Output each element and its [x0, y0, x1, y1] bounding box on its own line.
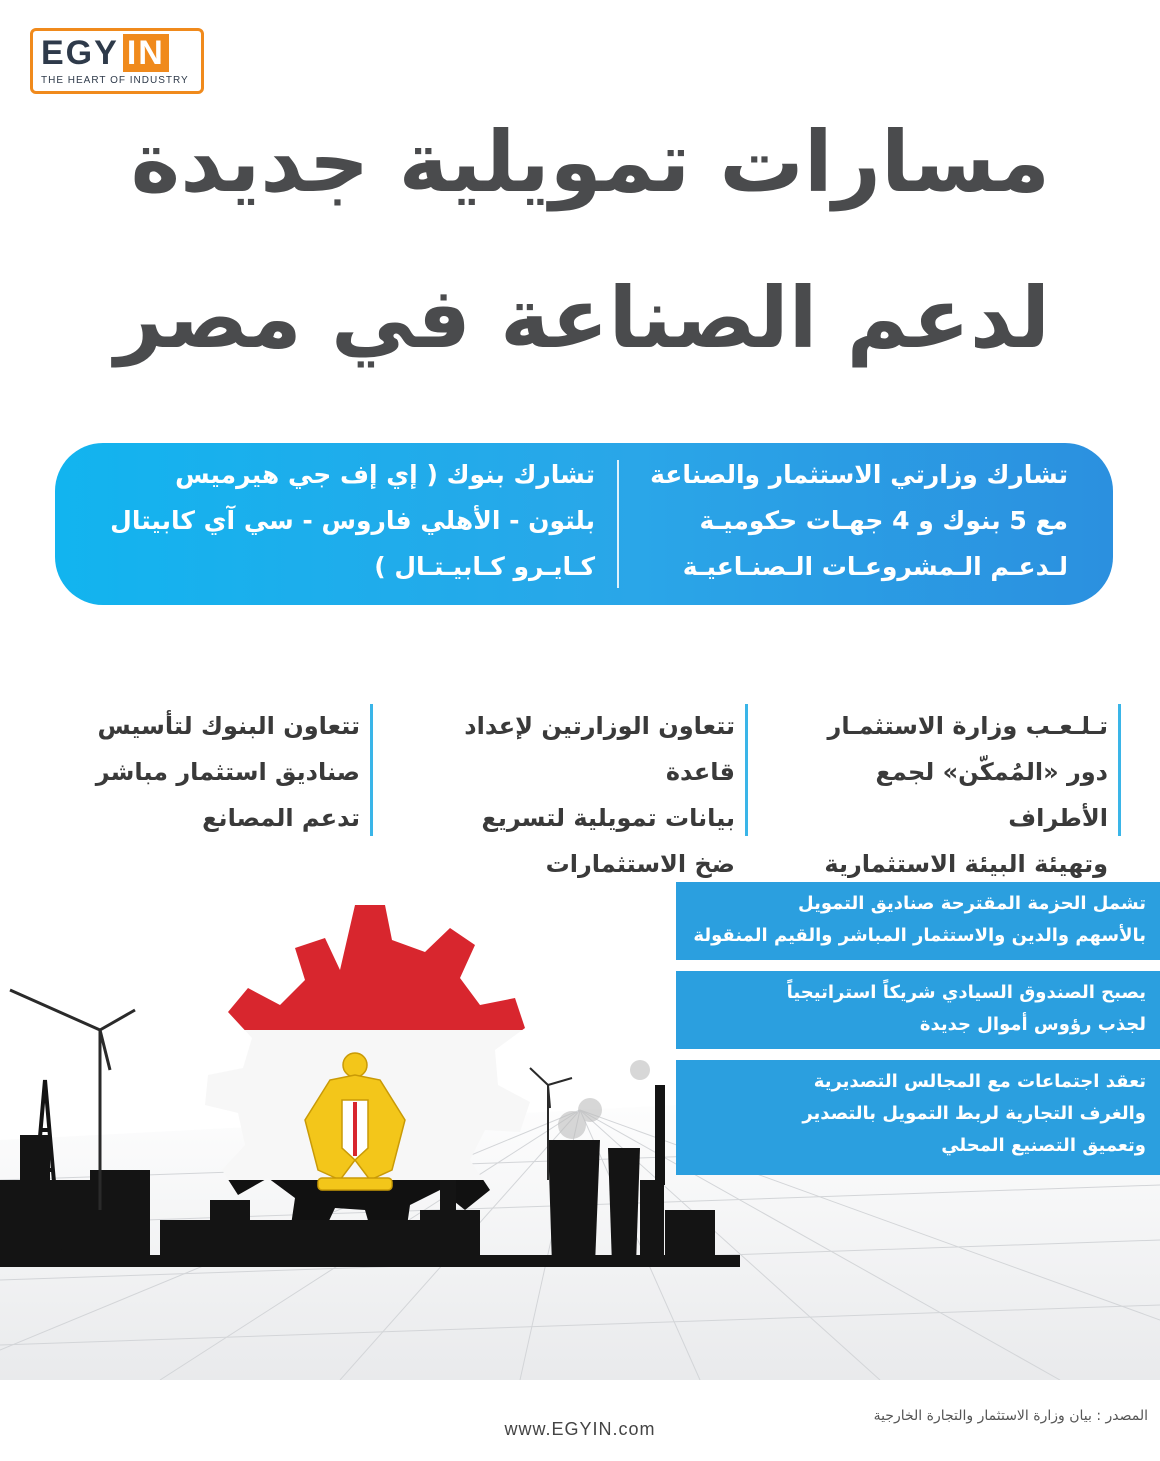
column-line: بيانات تمويلية لتسريع — [481, 804, 735, 832]
banner-left-line: تشارك بنوك ( إي إف جي هيرميس — [175, 460, 595, 489]
column-banks-funds — [40, 703, 360, 841]
banner-left-line: بلتون - الأهلي فاروس - سي آي كابيتال — [110, 506, 595, 535]
column-line: دور «المُمكّن» لجمع الأطراف — [875, 758, 1108, 832]
banner-right-line: تشارك وزارتي الاستثمار والصناعة — [650, 460, 1068, 489]
banner-left-line: كـايـرو كـابيـتـال ) — [374, 552, 595, 581]
page-title-line1: مسارات تمويلية جديدة — [130, 113, 1050, 211]
logo-in: IN — [123, 34, 169, 72]
column-accent-bar — [745, 704, 748, 836]
column-database — [395, 703, 735, 887]
info-box-funding-package — [676, 882, 1160, 960]
info-line: والغرف التجارية لربط التمويل بالتصدير — [802, 1103, 1146, 1124]
logo-wordmark — [41, 35, 169, 71]
page-title-line2: لدعم الصناعة في مصر — [114, 269, 1050, 367]
info-line: تعقد اجتماعات مع المجالس التصديرية — [813, 1071, 1146, 1092]
brand-logo — [30, 28, 204, 94]
column-accent-bar — [370, 704, 373, 836]
source-note: المصدر : بيان وزارة الاستثمار والتجارة الخارجية — [873, 1408, 1148, 1424]
column-accent-bar — [1118, 704, 1121, 836]
info-line: تشمل الحزمة المقترحة صناديق التمويل — [798, 893, 1146, 914]
column-ministry-role — [768, 703, 1108, 887]
website-link[interactable]: www.EGYIN.com — [504, 1419, 656, 1439]
info-line: بالأسهم والدين والاستثمار المباشر والقيم المنقولة — [693, 925, 1146, 946]
banner-right-line: مع 5 بنوك و 4 جهـات حكوميـة — [699, 506, 1068, 535]
info-line: يصبح الصندوق السيادي شريكاً استراتيجياً — [786, 982, 1146, 1003]
info-line: وتعميق التصنيع المحلي — [941, 1135, 1146, 1156]
column-line: ضخ الاستثمارات — [545, 850, 735, 878]
logo-tagline: THE HEART OF INDUSTRY — [41, 75, 189, 86]
banner-ministries-text — [628, 452, 1068, 590]
column-line: تدعم المصانع — [202, 804, 360, 832]
info-box-sovereign-fund — [676, 971, 1160, 1049]
banner-divider — [617, 460, 619, 588]
logo-egy: EGY — [41, 34, 119, 72]
column-line: تتعاون الوزارتين لإعداد قاعدة — [464, 712, 735, 786]
info-box-export-councils — [676, 1060, 1160, 1175]
flag-red-band — [150, 880, 570, 1030]
info-line: لجذب رؤوس أموال جديدة — [919, 1014, 1146, 1035]
column-line: صناديق استثمار مباشر — [95, 758, 360, 786]
column-line: وتهيئة البيئة الاستثمارية — [824, 850, 1108, 878]
column-line: تتعاون البنوك لتأسيس — [97, 712, 360, 740]
column-line: تـلـعـب وزارة الاستثمـار — [827, 712, 1108, 740]
banner-banks-text — [90, 452, 595, 590]
banner-right-line: لـدعـم الـمشروعـات الـصنـاعيـة — [682, 552, 1068, 581]
